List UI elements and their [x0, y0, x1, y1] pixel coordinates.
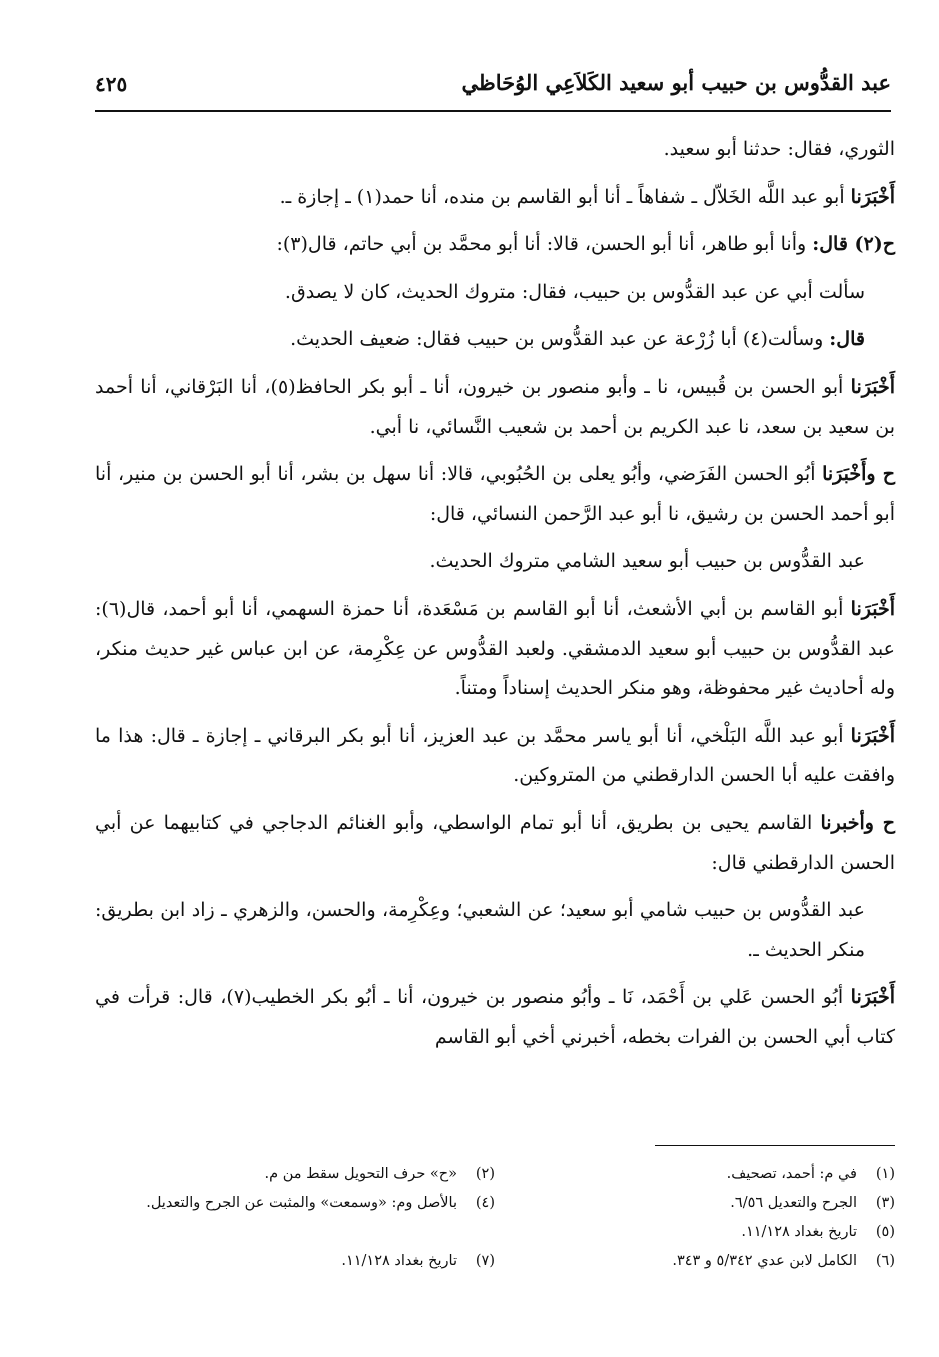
header-title: عبد القدُّوس بن حبيب أبو سعيد الكَلاَعِي الوُحَاظي [461, 70, 891, 95]
text-paragraph [95, 130, 895, 170]
chain-keyword: ح وأخبرنا [820, 811, 895, 834]
footnote [495, 1160, 895, 1189]
paragraph-text: أبُو الحسن الفَرَضي، وأبُو يعلى بن الحُبُوبي، قالا: أنا سهل بن بشر، أنا أبو الحسن بن منير، أنا أبو أحمد الحسن بن رشيق، نا أبو عبد الرَّحمن النسائي، قال: [95, 463, 895, 525]
chain-keyword: أَخْبَرَنا [850, 375, 895, 398]
chain-keyword: أَخْبَرَنا [850, 185, 895, 208]
running-header [95, 66, 891, 112]
page-number: ٤٢٥ [95, 72, 128, 96]
footnote-text: في م: أحمد، تصحيف. [726, 1166, 857, 1182]
footnote [495, 1189, 895, 1218]
chain-keyword: أَخْبَرَنا [850, 986, 895, 1009]
footnote-number: (٤) [475, 1195, 495, 1211]
footnote-number: (٦) [875, 1253, 895, 1269]
footnote-text: الجرح والتعديل ٦/٥٦. [730, 1195, 857, 1211]
text-paragraph [95, 455, 895, 534]
chain-keyword: أَخْبَرَنا [850, 597, 895, 620]
paragraph-text: سألت أبي عن عبد القدُّوس بن حبيب، فقال: متروك الحديث، كان لا يصدق. [284, 280, 865, 303]
footnote-text: تاريخ بغداد ١١/١٢٨. [741, 1224, 857, 1240]
footnote [495, 1247, 895, 1276]
text-paragraph [95, 590, 895, 709]
text-paragraph [95, 225, 895, 265]
footnote-number: (٣) [875, 1195, 895, 1211]
text-paragraph [95, 542, 895, 582]
chain-keyword: ح وأَخْبَرَنا [822, 463, 896, 486]
text-paragraph [95, 804, 895, 883]
paragraph-text: أبو القاسم بن أبي الأشعث، أنا أبو القاسم بن مَسْعَدة، أنا حمزة السهمي، أنا أبو أحمد، قال(٦): عبد القدُّوس بن حبيب أبو سعيد الدمشقي. ولعبد القدُّوس عن عِكْرِمة، عن ابن عباس غير حديث منكر، وله أحاديث غير محفوظة، وهو منكر الحديث إسناداً ومتناً. [95, 597, 895, 700]
text-paragraph [95, 891, 895, 970]
text-paragraph [95, 368, 895, 447]
footnote [95, 1189, 495, 1218]
footnote-number [457, 1218, 495, 1247]
text-paragraph [95, 978, 895, 1057]
paragraph-text: عبد القدُّوس بن حبيب شامي أبو سعيد؛ عن الشعبي؛ وعِكْرِمة، والحسن، والزهري ـ زاد ابن بطريق: منكر الحديث ـ. [95, 899, 865, 961]
footnote-separator [655, 1145, 895, 1146]
paragraph-text: أبو عبد اللَّه الخَلاّل ـ شفاهاً ـ أنا أبو القاسم بن منده، أنا حمد(١) ـ إجازة ـ. [279, 185, 851, 208]
text-paragraph [95, 273, 895, 313]
paragraph-text: أبو عبد اللَّه البَلْخي، أنا أبو ياسر محمَّد بن عبد العزيز، أنا أبو بكر البرقاني ـ إجازة ـ قال: هذا ما وافقت عليه أبا الحسن الدارقطني من المتروكين. [95, 724, 895, 787]
paragraph-text: القاسم يحيى بن بطريق، أنا أبو تمام الواسطي، وأبو الغنائم الدجاجي في كتابيهما عن أبي الحسن الدارقطني قال: [95, 811, 895, 874]
footnote-text: تاريخ بغداد ١١/١٢٨. [341, 1253, 457, 1269]
footnote-row [95, 1189, 895, 1218]
main-text [95, 130, 895, 1065]
paragraph-text: وأنا أبو طاهر، أنا أبو الحسن، قالا: أنا أبو محمَّد بن أبي حاتم، قال(٣): [276, 233, 813, 256]
footnote [95, 1218, 495, 1247]
footnote-number: (١) [875, 1166, 895, 1182]
footnote-row [95, 1160, 895, 1189]
footnote [95, 1247, 495, 1276]
paragraph-text: وسألت(٤) أبا زُرْعة عن عبد القدُّوس بن حبيب فقال: ضعيف الحديث. [290, 328, 830, 351]
text-paragraph [95, 178, 895, 218]
footnote-row [95, 1247, 895, 1276]
chain-keyword: أَخْبَرَنا [850, 724, 895, 747]
text-paragraph [95, 320, 895, 360]
footnotes [95, 1160, 895, 1276]
paragraph-text: عبد القدُّوس بن حبيب أبو سعيد الشامي متروك الحديث. [429, 550, 865, 573]
chain-keyword: قال: [829, 328, 865, 351]
footnote-number: (٢) [475, 1166, 495, 1182]
paragraph-text: أبُو الحسن عَلي بن أَحْمَد، نَا ـ وأبُو منصور بن خيرون، أنا ـ أبُو بكر الخطيب(٧)، قال: قرأت في كتاب أبي الحسن بن الفرات بخطه، أخبرني أخي أبو القاسم [95, 986, 895, 1048]
footnote-row [95, 1218, 895, 1247]
paragraph-text: الثوري، فقال: حدثنا أبو سعيد. [663, 138, 895, 160]
footnote-text: الكامل لابن عدي ٥/٣٤٢ و ٣٤٣. [672, 1253, 857, 1269]
chain-keyword: ح(٢) قال: [812, 233, 895, 256]
footnote-text: «ح» حرف التحويل سقط من م. [264, 1166, 457, 1182]
footnote [95, 1160, 495, 1189]
footnote-number: (٧) [475, 1253, 495, 1269]
footnote [495, 1218, 895, 1247]
footnote-number: (٥) [875, 1224, 895, 1240]
text-paragraph [95, 717, 895, 796]
footnote-text: بالأصل وم: «وسمعت» والمثبت عن الجرح والتعديل. [146, 1195, 457, 1211]
paragraph-text: أبو الحسن بن قُبيس، نا ـ وأبو منصور بن خيرون، أنا ـ أبو بكر الحافظ(٥)، أنا البَرْقاني، أنا أحمد بن سعيد بن سعد، نا عبد الكريم بن أحمد بن شعيب النَّسائي، نا أبي. [95, 375, 895, 438]
